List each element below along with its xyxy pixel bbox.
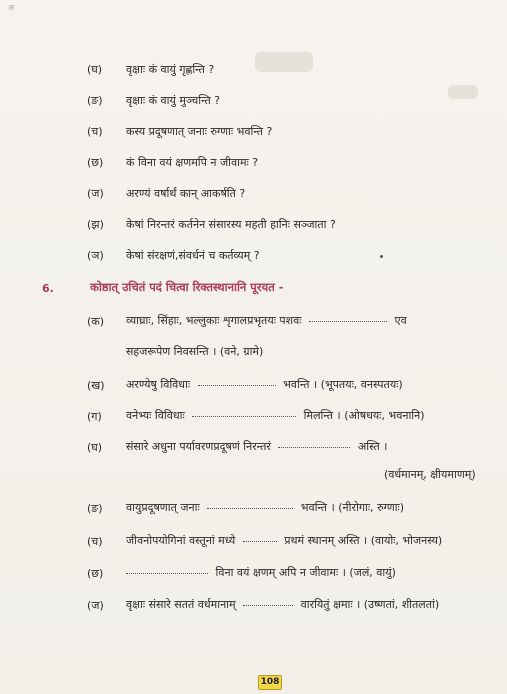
- fill-text-before: जीवनोपयोगिनां वस्तूनां मध्ये: [126, 534, 236, 547]
- answer-blank[interactable]: [207, 507, 293, 509]
- question-text: कस्य प्रदूषणात् जनाः रुग्णाः भवन्ति ?: [126, 125, 273, 138]
- question-label: (घ): [87, 63, 103, 76]
- page-number: 108: [258, 675, 282, 690]
- fill-text-before: (वर्धमानम्, क्षीयमाणम्): [384, 468, 476, 481]
- question-text: केषां संरक्षणं,संवर्धनं च कर्तव्यम् ?: [126, 249, 260, 262]
- question-label: (झ): [87, 218, 104, 231]
- fill-item: [126, 501, 404, 515]
- fill-text-before: व्याघ्राः, सिंहाः, भल्लुकाः शृगालप्रभृतयः पशवः: [126, 314, 302, 327]
- question-text: अरण्यं वर्षार्थं कान् आकर्षति ?: [126, 187, 246, 200]
- fill-label: (ग): [87, 410, 102, 423]
- fill-item: [126, 566, 396, 580]
- fill-label: (क): [87, 315, 105, 328]
- question-label: (ञ): [87, 249, 104, 262]
- page-smudge: [448, 85, 478, 99]
- question-label: (छ): [87, 156, 104, 169]
- fill-options: [384, 468, 476, 482]
- fill-label: (ख): [87, 379, 105, 392]
- answer-blank[interactable]: [243, 604, 293, 606]
- fill-item: [126, 378, 403, 392]
- fill-item: [126, 440, 387, 454]
- fill-text-before: अरण्येषु विविधाः: [126, 378, 191, 391]
- fill-item: [126, 534, 442, 548]
- question-text: कं विना वयं क्षणमपि न जीवामः ?: [126, 156, 259, 169]
- fill-text-after: वारयितुं क्षमाः । (उष्णतां, शीतलतां): [300, 598, 440, 611]
- question-label: (ज): [87, 187, 104, 200]
- fill-item: [126, 314, 407, 328]
- question-text: वृक्षाः कं वायुं गृह्णन्ति ?: [126, 63, 215, 76]
- fill-text-after: भवन्ति । (भूपतयः, वनस्पतयः): [283, 378, 403, 391]
- fill-label: (ज): [87, 599, 104, 612]
- fill-text-after: एव: [394, 314, 407, 327]
- answer-blank[interactable]: [126, 572, 208, 574]
- question-text: वृक्षाः कं वायुं मुञ्चन्ति ?: [126, 94, 221, 107]
- question-text: केषां निरन्तरं कर्तनेन संसारस्य महती हानिः सञ्जाता ?: [126, 218, 336, 231]
- answer-blank[interactable]: [198, 384, 276, 386]
- answer-blank[interactable]: [243, 540, 277, 542]
- fill-text-before: वायुप्रदूषणात् जनाः: [126, 501, 200, 514]
- fill-text-before: संसारे अधुना पर्यावरणप्रदूषणं निरन्तरं: [126, 440, 271, 453]
- page-smudge: [255, 52, 313, 72]
- fill-label: (च): [87, 535, 103, 548]
- section-heading: कोष्ठात् उचितं पदं चित्वा रिक्तस्थानानि पूरयत -: [90, 280, 284, 294]
- question-label: (ङ): [87, 94, 103, 107]
- fill-label: (ङ): [87, 502, 103, 515]
- fill-text-after: भवन्ति । (नीरोगाः, रुग्णाः): [300, 501, 405, 514]
- answer-blank[interactable]: [278, 446, 350, 448]
- fill-text-before: वृक्षाः संसारे सततं वर्धमानाम्: [126, 598, 236, 611]
- fill-text-after: अस्ति ।: [357, 440, 388, 453]
- fill-text-after: मिलन्ति । (ओषधयः, भवनानि): [303, 409, 425, 422]
- fill-text-after: विना वयं क्षणम् अपि न जीवामः । (जलं, वायुं): [215, 566, 396, 579]
- fill-label: (छ): [87, 567, 104, 580]
- fill-item: [126, 409, 425, 423]
- fill-text-after: प्रथमं स्थानम् अस्ति । (वायोः, भोजनस्य): [284, 534, 443, 547]
- fill-text-before: वनेभ्यः विविधाः: [126, 409, 185, 422]
- question-label: (च): [87, 125, 103, 138]
- page-speck: [380, 255, 383, 258]
- section-number: 6.: [42, 282, 54, 295]
- corner-mark: अ: [8, 3, 15, 12]
- fill-text-before: सहजरूपेण निवसन्ति । (वने, ग्रामे): [126, 345, 264, 358]
- answer-blank[interactable]: [192, 415, 296, 417]
- fill-item-continuation: [126, 345, 263, 359]
- fill-item: [126, 598, 439, 612]
- fill-label: (घ): [87, 441, 103, 454]
- answer-blank[interactable]: [309, 320, 387, 322]
